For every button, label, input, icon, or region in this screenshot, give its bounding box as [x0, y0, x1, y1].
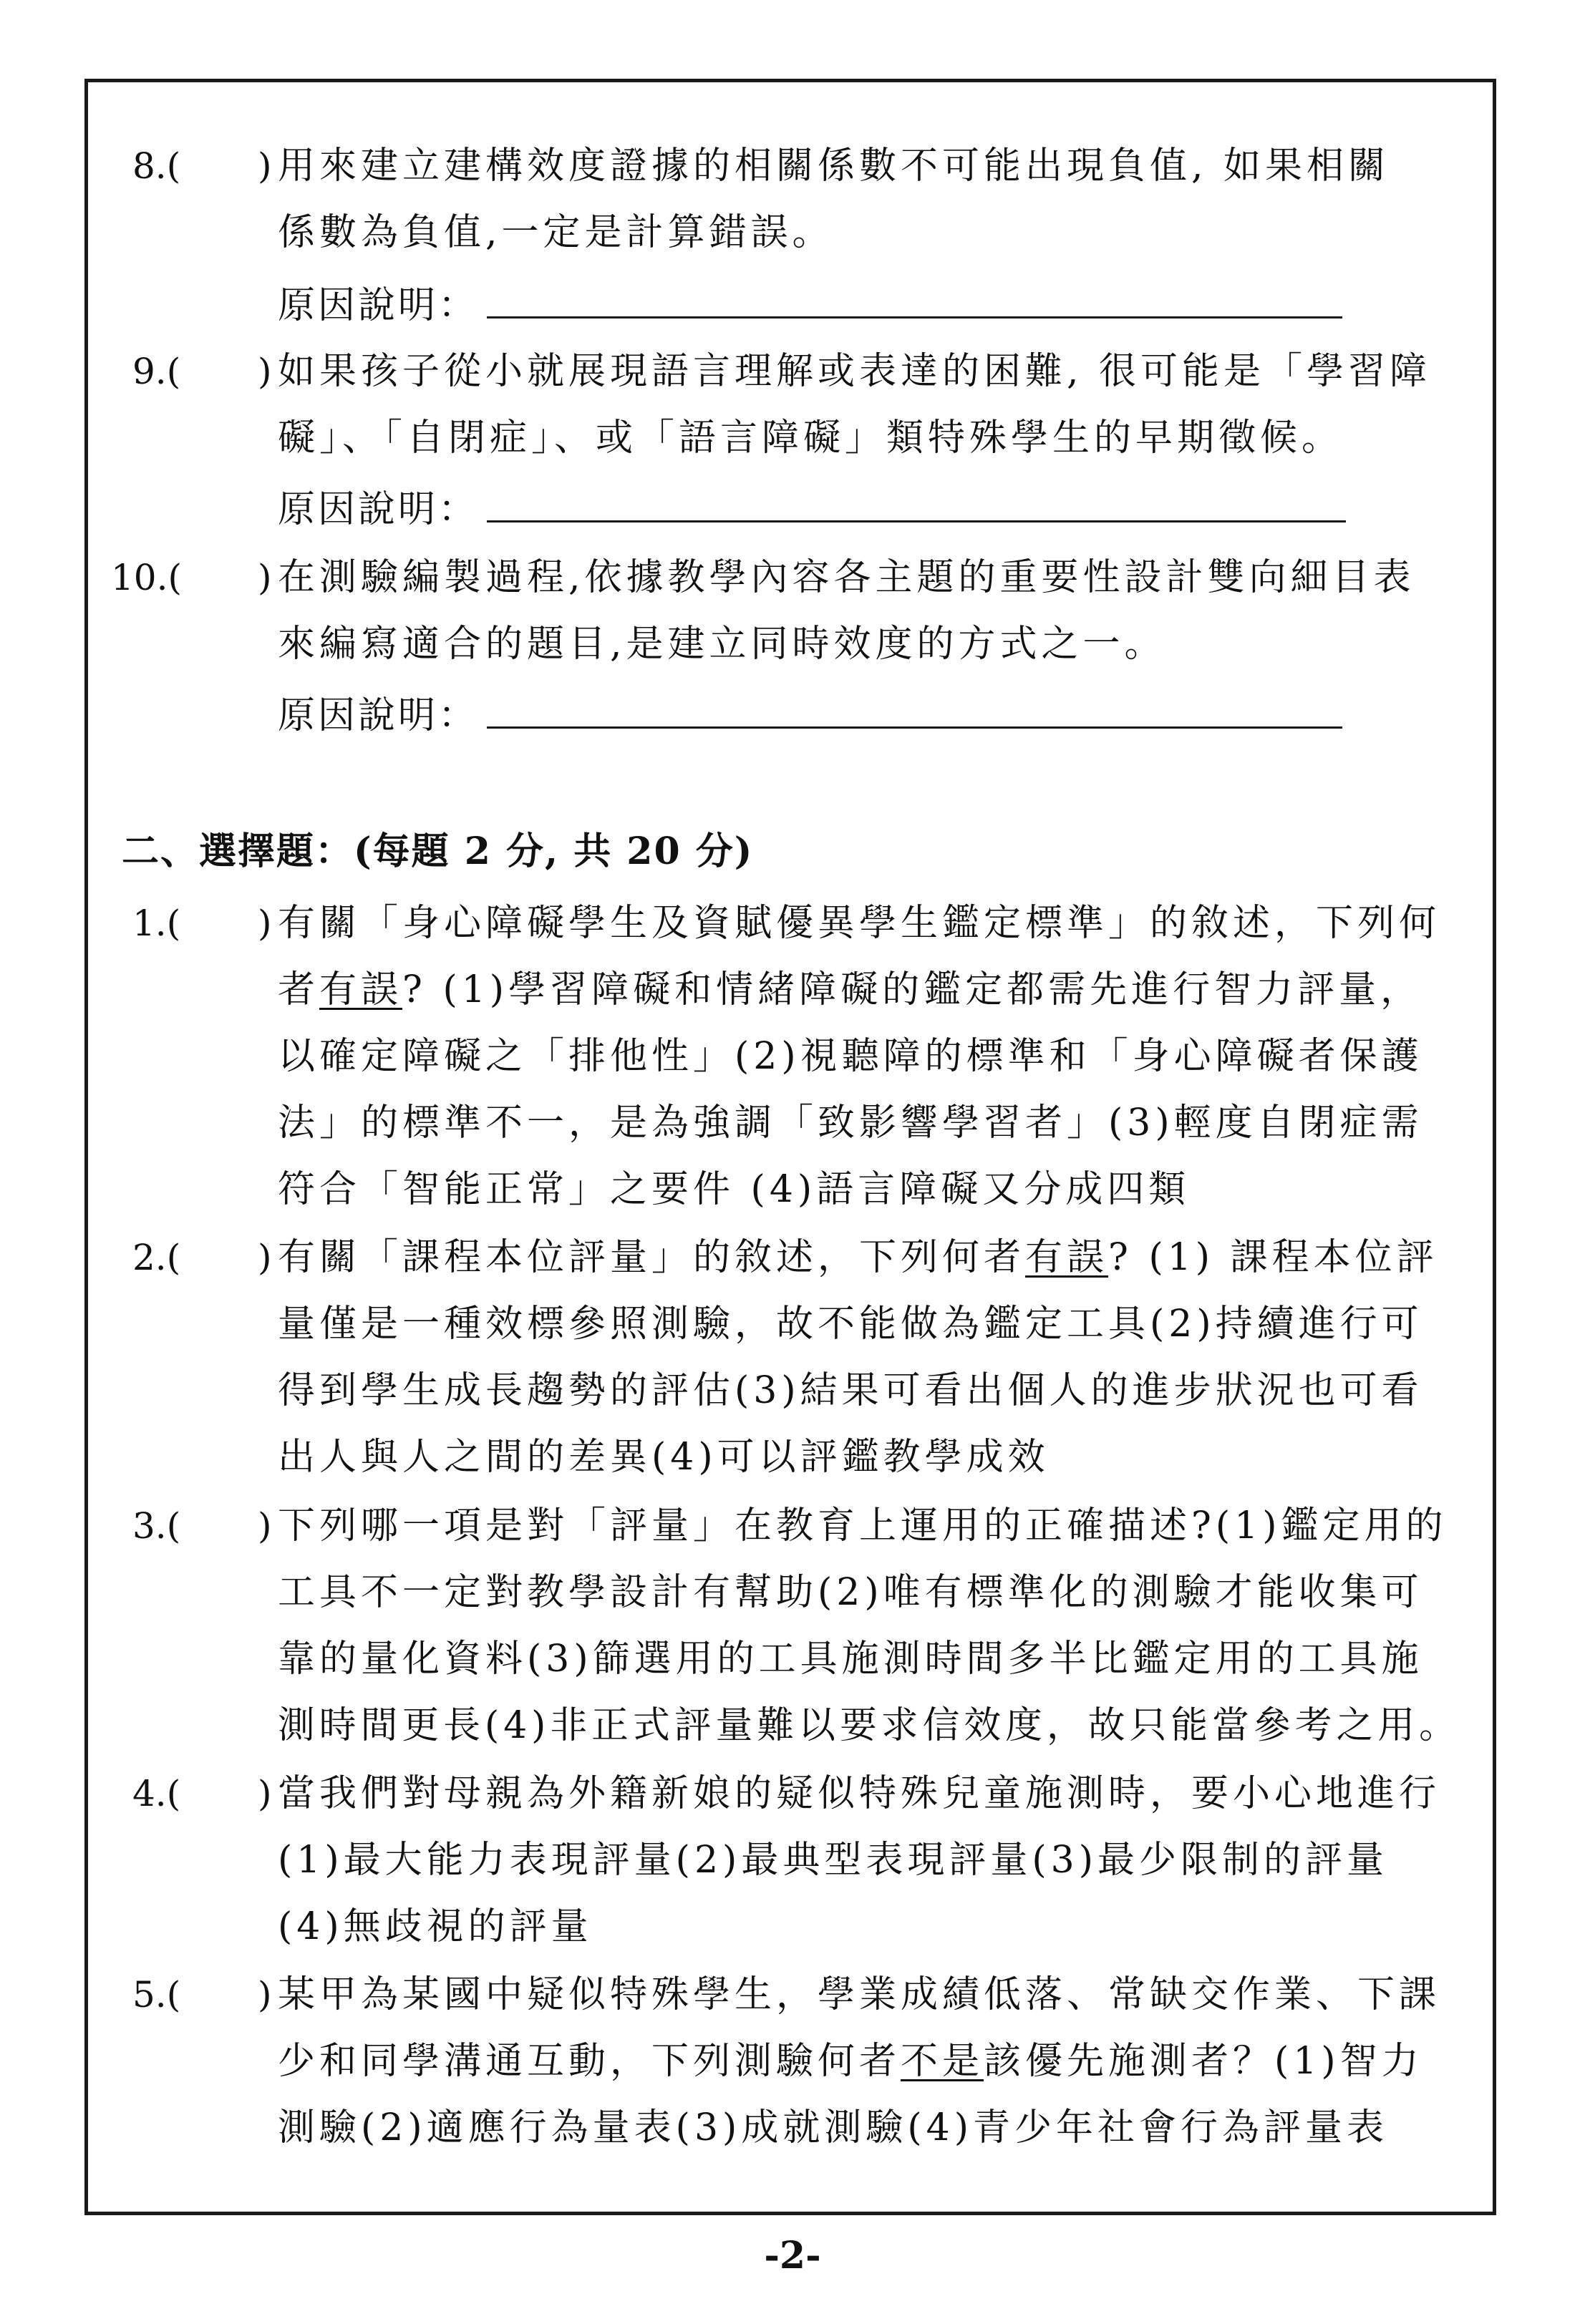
question-10-reason-input[interactable] [487, 726, 1342, 729]
question-8-number: 8.( [132, 145, 181, 187]
question-10-text-line1: 在測驗編製過程,依據教學內容各主題的重要性設計雙向細目表 [278, 556, 1415, 599]
choice-4-number: 4.( [132, 1773, 181, 1814]
choice-2-line1-pre: 有關「課程本位評量」的敘述，下列何者 [278, 1236, 1026, 1279]
question-8-paren-close: ) [258, 145, 272, 187]
choice-1-line5: 符合「智能正常」之要件 (4)語言障礙又分成四類 [278, 1168, 1191, 1211]
choice-5-number: 5.( [132, 1974, 181, 2016]
choice-4-line1: 當我們對母親為外籍新娘的疑似特殊兒童施測時，要小心地進行 [278, 1772, 1441, 1815]
choice-1-underlined-wrong: 有誤 [319, 968, 403, 1011]
choice-2-paren-close: ) [258, 1237, 272, 1278]
choice-1-paren-close: ) [258, 903, 272, 944]
choice-5-line3: 測驗(2)適應行為量表(3)成就測驗(4)青少年社會行為評量表 [278, 2106, 1388, 2149]
choice-2-line1-post: ? (1) 課程本位評 [1108, 1236, 1438, 1279]
choice-5-paren-close: ) [258, 1974, 272, 2016]
choice-1-line2 [278, 967, 1422, 1013]
question-8-reason-input[interactable] [487, 316, 1342, 319]
question-8-text-line1: 用來建立建構效度證據的相關係數不可能出現負值, 如果相關 [278, 145, 1390, 188]
question-9-text-line1: 如果孩子從小就展現語言理解或表達的困難, 很可能是「學習障 [278, 350, 1432, 393]
page-number: -2- [764, 2234, 821, 2277]
choice-4-paren-close: ) [258, 1773, 272, 1814]
choice-3-line4: 測時間更長(4)非正式評量難以要求信效度，故只能當參考之用。 [278, 1704, 1460, 1747]
choice-2-number: 2.( [132, 1237, 181, 1278]
choice-1-line3: 以確定障礙之「排他性」(2)視聽障的標準和「身心障礙者保護 [278, 1035, 1423, 1078]
question-8-reason-label: 原因說明： [278, 284, 479, 327]
choice-3-line1: 下列哪一項是對「評量」在教育上運用的正確描述?(1)鑑定用的 [278, 1504, 1448, 1547]
choice-5-line1: 某甲為某國中疑似特殊學生，學業成績低落、常缺交作業、下課 [278, 1973, 1441, 2016]
choice-3-line2: 工具不一定對教學設計有幫助(2)唯有標準化的測驗才能收集可 [278, 1571, 1423, 1614]
choice-1-line2-pre: 者 [278, 968, 320, 1011]
choice-1-line2-post: ? (1)學習障礙和情緒障礙的鑑定都需先進行智力評量， [402, 968, 1422, 1011]
question-9-reason-label: 原因說明： [278, 488, 479, 531]
question-9-reason-input[interactable] [487, 520, 1346, 522]
section-2-title: 二、選擇題：(每題 2 分, 共 20 分) [122, 830, 754, 873]
question-10-paren-close: ) [258, 557, 272, 598]
question-8-text-line2: 係數為負值,一定是計算錯誤。 [278, 211, 834, 254]
choice-4-line3: (4)無歧視的評量 [278, 1905, 593, 1948]
choice-1-line1: 有關「身心障礙學生及資賦優異學生鑑定標準」的敘述，下列何 [278, 902, 1441, 945]
choice-2-line2: 量僅是一種效標參照測驗，故不能做為鑑定工具(2)持續進行可 [278, 1303, 1423, 1346]
choice-2-line4: 出人與人之間的差異(4)可以評鑑教學成效 [278, 1436, 1050, 1479]
choice-2-underlined-wrong: 有誤 [1025, 1236, 1109, 1279]
page-border [84, 79, 1496, 2215]
choice-3-paren-close: ) [258, 1505, 272, 1547]
question-9-text-line2: 礙」、「自閉症」、或「語言障礙」類特殊學生的早期徵候。 [278, 417, 1344, 460]
choice-4-line2: (1)最大能力表現評量(2)最典型表現評量(3)最少限制的評量 [278, 1839, 1388, 1882]
question-10-number: 10.( [111, 557, 183, 598]
choice-5-line2-post: 該優先施測者？(1)智力 [984, 2040, 1423, 2083]
question-9-paren-close: ) [258, 351, 272, 392]
choice-2-line1 [278, 1235, 1438, 1280]
question-10-text-line2: 來編寫適合的題目,是建立同時效度的方式之一。 [278, 623, 1166, 666]
choice-5-underlined-not: 不是 [901, 2040, 984, 2083]
choice-1-line4: 法」的標準不一，是為強調「致影響學習者」(3)輕度自閉症需 [278, 1102, 1423, 1144]
choice-3-line3: 靠的量化資料(3)篩選用的工具施測時間多半比鑑定用的工具施 [278, 1638, 1423, 1681]
question-9-number: 9.( [132, 351, 181, 392]
choice-5-line2 [278, 2038, 1423, 2084]
choice-2-line3: 得到學生成長趨勢的評估(3)結果可看出個人的進步狀況也可看 [278, 1369, 1423, 1412]
choice-5-line2-pre: 少和同學溝通互動，下列測驗何者 [278, 2040, 901, 2083]
choice-3-number: 3.( [132, 1505, 181, 1547]
question-10-reason-label: 原因說明： [278, 694, 479, 737]
choice-1-number: 1.( [132, 903, 181, 944]
